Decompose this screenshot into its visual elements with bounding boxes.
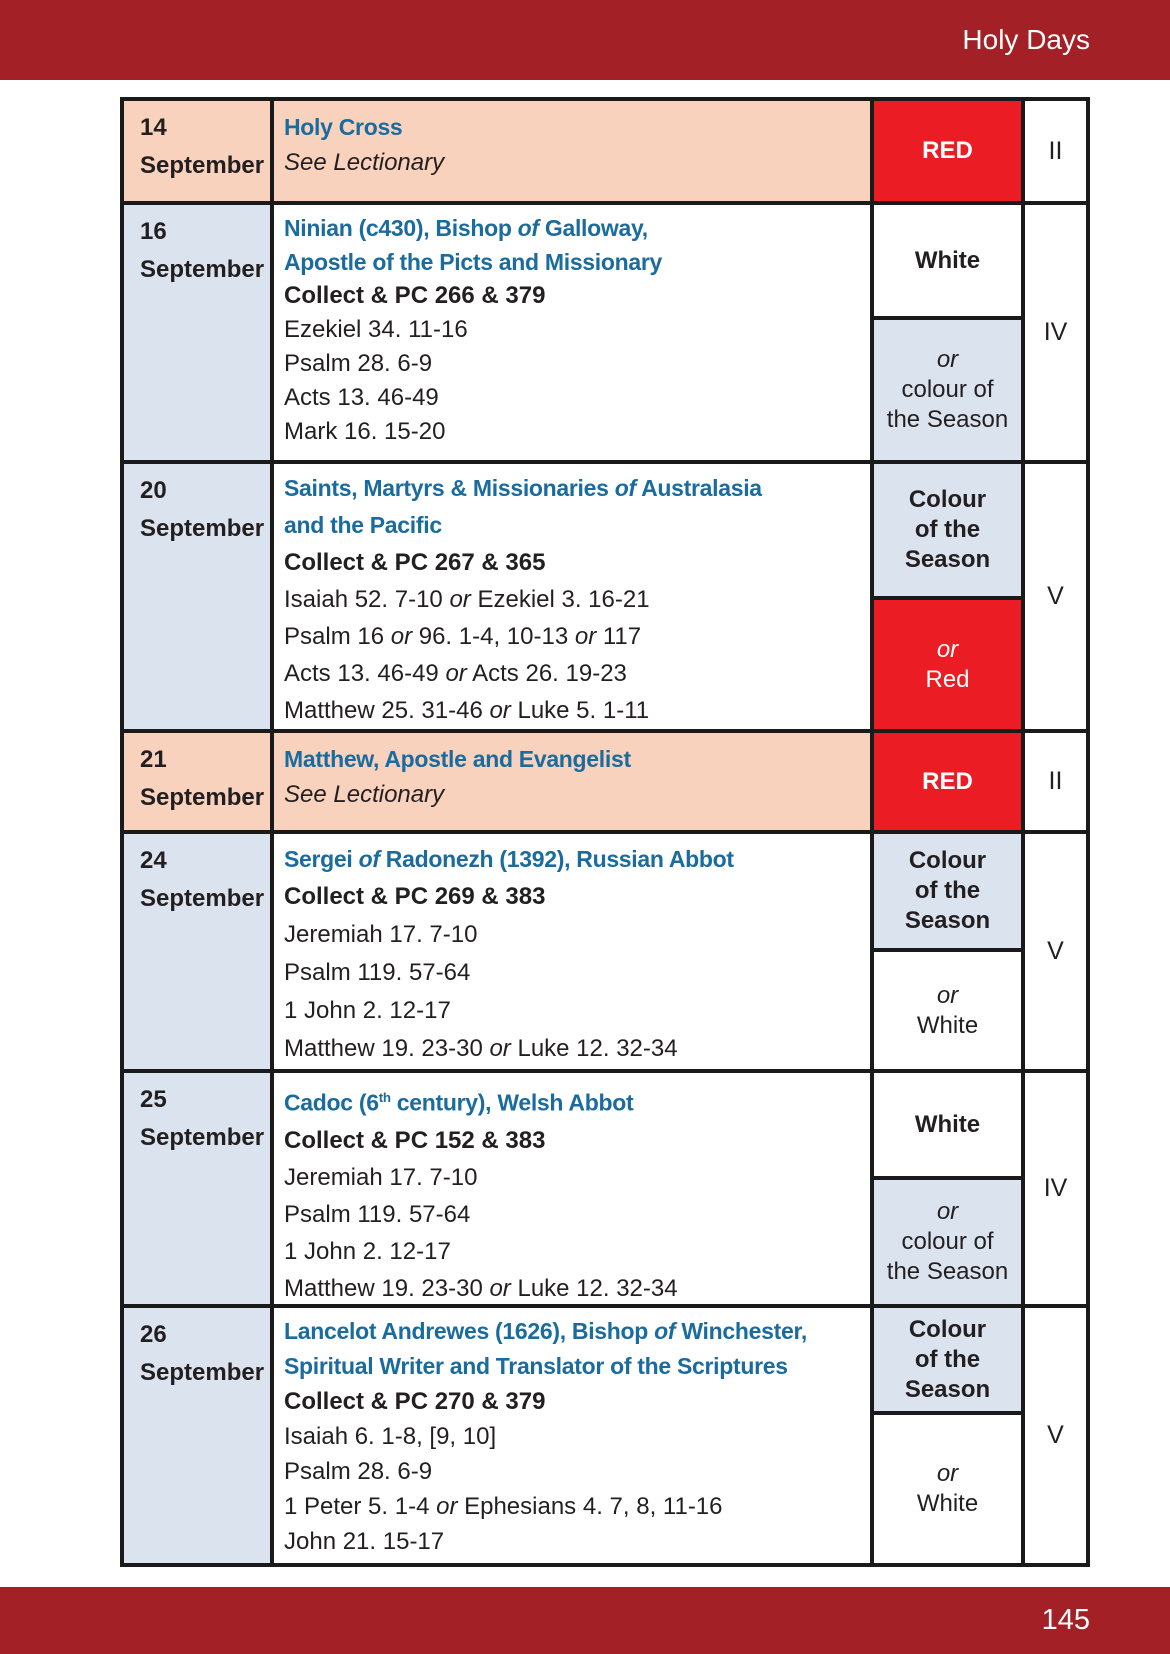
colour-alternative (874, 952, 1021, 1069)
colour-line: of the (914, 1345, 981, 1373)
colour-line: of the (914, 516, 981, 543)
colour-line: Season (904, 1375, 991, 1403)
date-month: September (140, 152, 265, 179)
collect-reference: Collect & PC 152 & 383 (284, 1126, 546, 1154)
reading-line: Psalm 16 or 96. 1-4, 10-13 or 117 (284, 623, 642, 650)
description-cell (274, 834, 874, 1069)
reading-line: Isaiah 52. 7-10 or Ezekiel 3. 16-21 (284, 586, 650, 613)
description-cell (274, 733, 874, 830)
page-footer-bar (0, 1587, 1170, 1654)
date-month: September (140, 256, 265, 283)
collect-reference: Collect & PC 266 & 379 (284, 282, 546, 309)
date-cell (124, 834, 274, 1069)
colour-line: White (916, 1011, 979, 1039)
date-day: 24 (140, 847, 167, 874)
table-row (124, 733, 1086, 834)
reading-line: Matthew 19. 23-30 or Luke 12. 32-34 (284, 1035, 678, 1062)
date-cell (124, 205, 274, 460)
collect-reference: Collect & PC 269 & 383 (284, 883, 546, 910)
colour-line: of the (914, 877, 981, 904)
description-cell (274, 205, 874, 460)
page-number: 145 (1041, 1604, 1090, 1636)
page-header-title: Holy Days (962, 24, 1090, 55)
class-cell (1025, 464, 1086, 729)
colour-primary (874, 1073, 1021, 1180)
feast-title: Matthew, Apostle and Evangelist (284, 746, 631, 772)
reading-line: Acts 13. 46-49 (284, 384, 439, 411)
reading-line: Isaiah 6. 1-8, [9, 10] (284, 1423, 497, 1450)
colour-line: or (936, 635, 959, 663)
class-cell (1025, 834, 1086, 1069)
colour-line: RED (922, 767, 973, 795)
colour-primary (874, 464, 1021, 600)
date-day: 21 (140, 746, 167, 773)
class-cell (1025, 1073, 1086, 1304)
reading-line: Psalm 28. 6-9 (284, 350, 433, 377)
colour-line: colour of (901, 376, 994, 403)
reading-line: Jeremiah 17. 7-10 (284, 1163, 478, 1191)
reading-line: Acts 13. 46-49 or Acts 26. 19-23 (284, 660, 627, 687)
date-month: September (140, 515, 265, 542)
colour-cell (874, 205, 1025, 460)
class-label: V (1047, 937, 1064, 965)
reading-line: Jeremiah 17. 7-10 (284, 921, 478, 948)
colour-cell (874, 834, 1025, 1069)
class-label: IV (1043, 1174, 1068, 1202)
collect-reference: Collect & PC 267 & 365 (284, 549, 546, 576)
reading-line: Psalm 119. 57-64 (284, 959, 471, 986)
class-cell (1025, 205, 1086, 460)
table-row (124, 101, 1086, 205)
reading-line: 1 John 2. 12-17 (284, 997, 451, 1024)
date-day: 16 (140, 218, 167, 245)
feast-title: Spiritual Writer and Translator of the Scriptures (284, 1353, 788, 1379)
class-cell (1025, 733, 1086, 830)
class-cell (1025, 101, 1086, 201)
date-month: September (140, 1124, 265, 1151)
date-month: September (140, 885, 265, 912)
colour-primary (874, 834, 1021, 952)
colour-line: White (914, 1110, 981, 1138)
colour-cell (874, 1308, 1025, 1563)
date-month: September (140, 784, 265, 811)
feast-title: Sergei of Radonezh (1392), Russian Abbot (284, 846, 734, 872)
colour-line: White (914, 246, 981, 274)
reading-line: Mark 16. 15-20 (284, 418, 446, 445)
colour-line: or (936, 346, 959, 373)
class-cell (1025, 1308, 1086, 1563)
feast-title: Saints, Martyrs & Missionaries of Australasia (284, 475, 762, 501)
date-cell (124, 101, 274, 201)
colour-cell (874, 101, 1025, 201)
colour-alternative (874, 320, 1021, 460)
description-cell (274, 464, 874, 729)
feast-title: and the Pacific (284, 512, 442, 538)
colour-alternative (874, 1180, 1021, 1304)
colour-line: Red (925, 665, 970, 693)
colour-line: colour of (901, 1228, 994, 1255)
colour-line: RED (922, 137, 973, 164)
colour-line: Colour (908, 486, 987, 513)
reading-line: Matthew 25. 31-46 or Luke 5. 1-11 (284, 697, 650, 724)
feast-title: Holy Cross (284, 114, 403, 140)
reading-line: 1 John 2. 12-17 (284, 1237, 451, 1265)
see-lectionary-note: See Lectionary (284, 781, 445, 808)
colour-primary (874, 205, 1021, 320)
collect-reference: Collect & PC 270 & 379 (284, 1388, 546, 1415)
colour-line: White (916, 1490, 979, 1517)
table-row (124, 205, 1086, 464)
date-day: 25 (140, 1086, 167, 1113)
reading-line: John 21. 15-17 (284, 1528, 445, 1555)
feast-title: Lancelot Andrewes (1626), Bishop of Winchester, (284, 1318, 807, 1344)
date-day: 14 (140, 114, 167, 141)
colour-alternative (874, 600, 1021, 729)
date-cell (124, 464, 274, 729)
colour-cell (874, 733, 1025, 830)
date-cell (124, 1308, 274, 1563)
class-label: IV (1043, 318, 1068, 346)
colour-alternative (874, 1415, 1021, 1563)
reading-line: Psalm 28. 6-9 (284, 1458, 433, 1485)
colour-line: or (936, 1198, 959, 1225)
date-day: 20 (140, 477, 167, 504)
reading-line: 1 Peter 5. 1-4 or Ephesians 4. 7, 8, 11-16 (284, 1493, 723, 1520)
colour-cell (874, 464, 1025, 729)
reading-line: Ezekiel 34. 11-16 (284, 316, 468, 343)
colour-line: the Season (886, 1258, 1009, 1285)
page-header-bar (0, 0, 1170, 80)
colour-line: Season (904, 546, 991, 573)
colour-line: Colour (908, 1315, 987, 1343)
description-cell (274, 1308, 874, 1563)
reading-line: Matthew 19. 23-30 or Luke 12. 32-34 (284, 1274, 678, 1302)
table-row (124, 1308, 1086, 1563)
class-label: V (1047, 582, 1064, 610)
description-cell (274, 1073, 874, 1304)
class-label: II (1048, 136, 1063, 165)
colour-primary (874, 1308, 1021, 1415)
date-month: September (140, 1359, 265, 1386)
holy-days-table (120, 97, 1090, 1567)
table-row (124, 834, 1086, 1073)
feast-title: Cadoc (6th century), Welsh Abbot (284, 1089, 634, 1116)
colour-line: or (936, 1460, 959, 1487)
date-cell (124, 1073, 274, 1304)
colour-line: or (936, 981, 959, 1009)
feast-title: Ninian (c430), Bishop of Galloway, (284, 215, 648, 241)
see-lectionary-note: See Lectionary (284, 149, 445, 176)
colour-primary (874, 733, 1021, 830)
colour-line: the Season (886, 406, 1009, 433)
date-day: 26 (140, 1321, 167, 1348)
table-row (124, 464, 1086, 733)
class-label: II (1048, 767, 1063, 795)
reading-line: Psalm 119. 57-64 (284, 1200, 471, 1228)
date-cell (124, 733, 274, 830)
colour-primary (874, 101, 1021, 201)
feast-title: Apostle of the Picts and Missionary (284, 249, 663, 275)
class-label: V (1047, 1421, 1064, 1449)
colour-cell (874, 1073, 1025, 1304)
colour-line: Colour (908, 847, 987, 874)
table-row (124, 1073, 1086, 1308)
description-cell (274, 101, 874, 201)
colour-line: Season (904, 907, 991, 934)
